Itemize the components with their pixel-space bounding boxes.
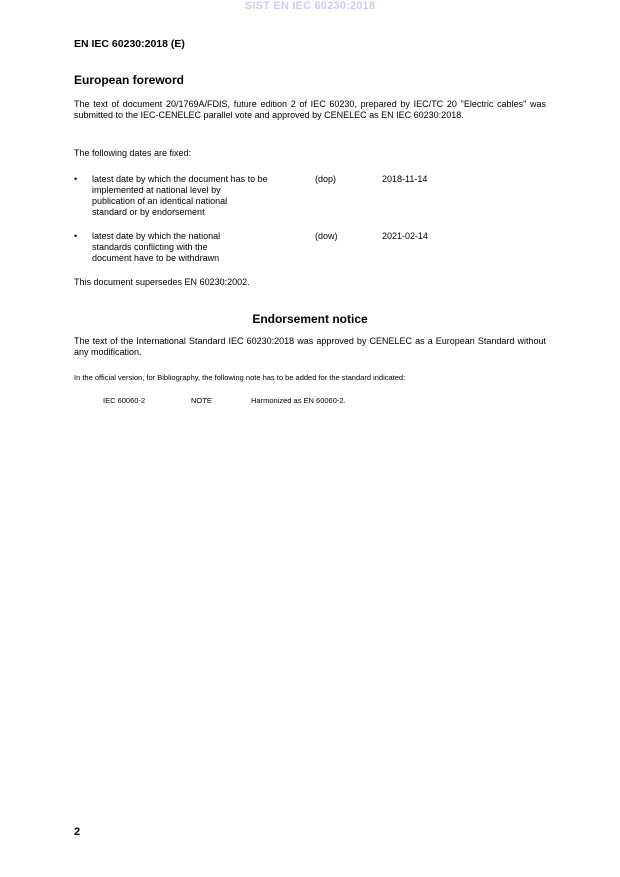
document-id-header: EN IEC 60230:2018 (E): [74, 38, 185, 50]
note-text: Harmonized as EN 60060-2.: [251, 396, 346, 405]
endorsement-notice-heading: Endorsement notice: [252, 312, 368, 326]
date-code: (dop): [315, 174, 337, 184]
bullet-marker: •: [74, 174, 78, 184]
note-label: NOTE: [191, 396, 212, 405]
dates-intro: The following dates are fixed:: [74, 148, 192, 158]
list-item: [74, 174, 554, 231]
bullet-marker: •: [74, 231, 78, 241]
list-item: [74, 231, 554, 271]
supersedes-statement: This document supersedes EN 60230:2002.: [74, 277, 250, 287]
date-value: 2021-02-14: [382, 231, 429, 241]
note-standard: IEC 60060-2: [103, 396, 146, 405]
watermark: SIST EN IEC 60230:2018: [244, 0, 376, 12]
endorsement-paragraph: The text of the International Standard IEC 60230:2018 was approved by CENELEC as a European Standard without any modification.: [74, 336, 546, 357]
date-description: latest date by which the document has to be implemented at national level by publication of an identical national standard or by endorsement: [92, 174, 268, 217]
page-number: 2: [74, 826, 81, 838]
foreword-paragraph: The text of document 20/1769A/FDIS, future edition 2 of IEC 60230, prepared by IEC/TC 20 "Electric cables" was submitted to the IEC-CENELEC parallel vote and approved by CENELEC as EN IEC 60230:2018.: [74, 99, 546, 120]
date-code: (dow): [315, 231, 338, 241]
dates-list: [74, 174, 554, 271]
date-value: 2018-11-14: [382, 174, 428, 184]
bibliography-instruction: In the official version, for Bibliography, the following note has to be added for the standard indicated:: [74, 373, 406, 382]
european-foreword-heading: European foreword: [74, 73, 185, 87]
date-description: latest date by which the national standards conflicting with the document have to be withdrawn: [92, 231, 221, 263]
